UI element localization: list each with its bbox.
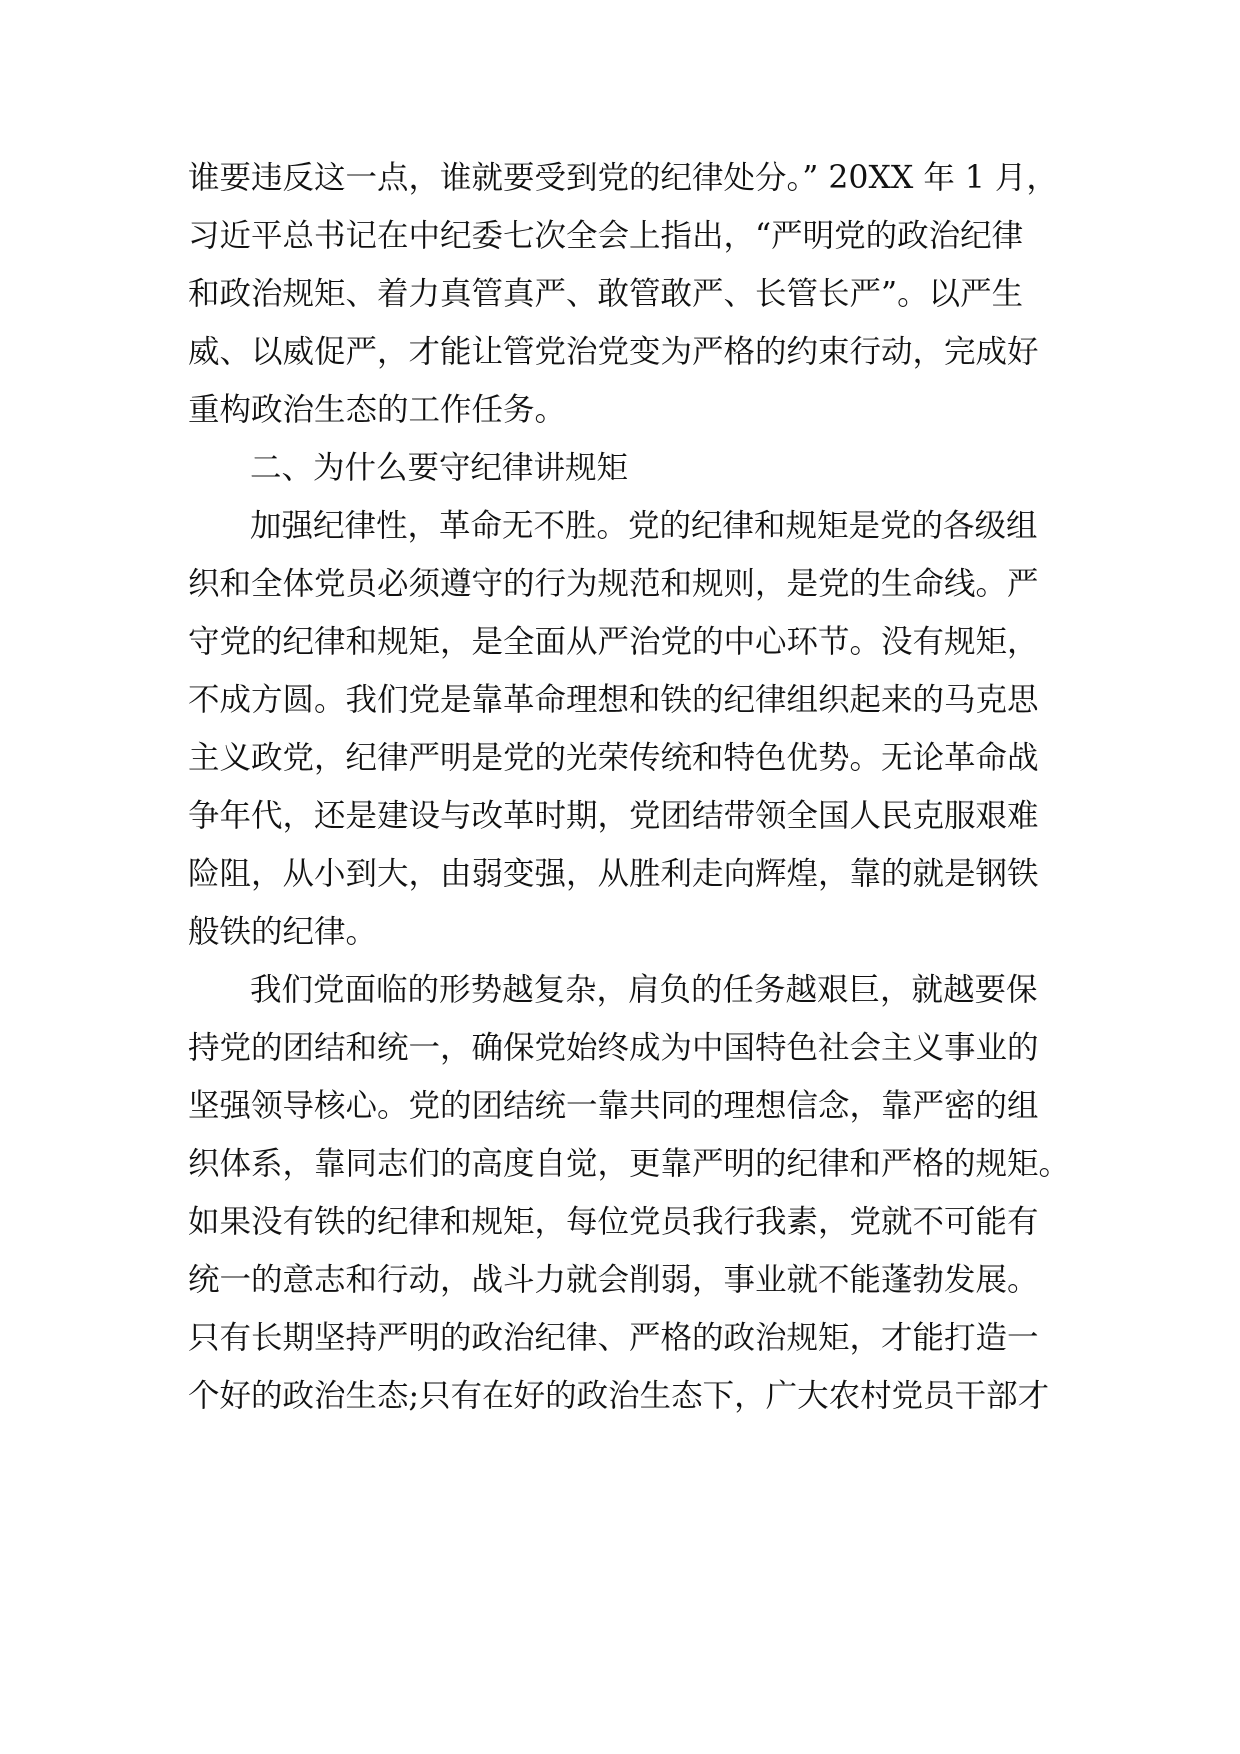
text-line: 织和全体党员必须遵守的行为规范和规则，是党的生命线。严 xyxy=(188,566,1039,602)
text-line: 只有长期坚持严明的政治纪律、严格的政治规矩，才能打造一 xyxy=(188,1320,1039,1356)
text-line: 我们党面临的形势越复杂，肩负的任务越艰巨，就越要保 xyxy=(250,972,1038,1008)
text-line: 持党的团结和统一，确保党始终成为中国特色社会主义事业的 xyxy=(188,1030,1039,1066)
text-line: 谁要违反这一点，谁就要受到党的纪律处分。” 20XX 年 1 月， xyxy=(188,160,1058,196)
text-line: 个好的政治生态;只有在好的政治生态下，广大农村党员干部才 xyxy=(188,1378,1050,1414)
text-line: 织体系，靠同志们的高度自觉，更靠严明的纪律和严格的规矩。 xyxy=(188,1146,1071,1182)
text-line: 和政治规矩、着力真管真严、敢管敢严、长管长严”。以严生 xyxy=(188,276,1024,312)
text-line: 坚强领导核心。党的团结统一靠共同的理想信念，靠严密的组 xyxy=(188,1088,1039,1124)
text-line: 主义政党，纪律严明是党的光荣传统和特色优势。无论革命战 xyxy=(188,740,1039,776)
section-heading: 二、为什么要守纪律讲规矩 xyxy=(250,450,629,486)
text-line: 统一的意志和行动，战斗力就会削弱，事业就不能蓬勃发展。 xyxy=(188,1262,1039,1298)
text-line: 般铁的纪律。 xyxy=(188,914,378,950)
text-line: 威、以威促严，才能让管党治党变为严格的约束行动，完成好 xyxy=(188,334,1039,370)
text-line: 险阻，从小到大，由弱变强，从胜利走向辉煌，靠的就是钢铁 xyxy=(188,856,1039,892)
text-line: 不成方圆。我们党是靠革命理想和铁的纪律组织起来的马克思 xyxy=(188,682,1039,718)
text-line: 如果没有铁的纪律和规矩，每位党员我行我素，党就不可能有 xyxy=(188,1204,1039,1240)
text-line: 加强纪律性，革命无不胜。党的纪律和规矩是党的各级组 xyxy=(250,508,1038,544)
text-line: 重构政治生态的工作任务。 xyxy=(188,392,567,428)
text-line: 习近平总书记在中纪委七次全会上指出，“严明党的政治纪律 xyxy=(188,218,1024,254)
text-line: 守党的纪律和规矩，是全面从严治党的中心环节。没有规矩， xyxy=(188,624,1039,660)
text-line: 争年代，还是建设与改革时期，党团结带领全国人民克服艰难 xyxy=(188,798,1039,834)
